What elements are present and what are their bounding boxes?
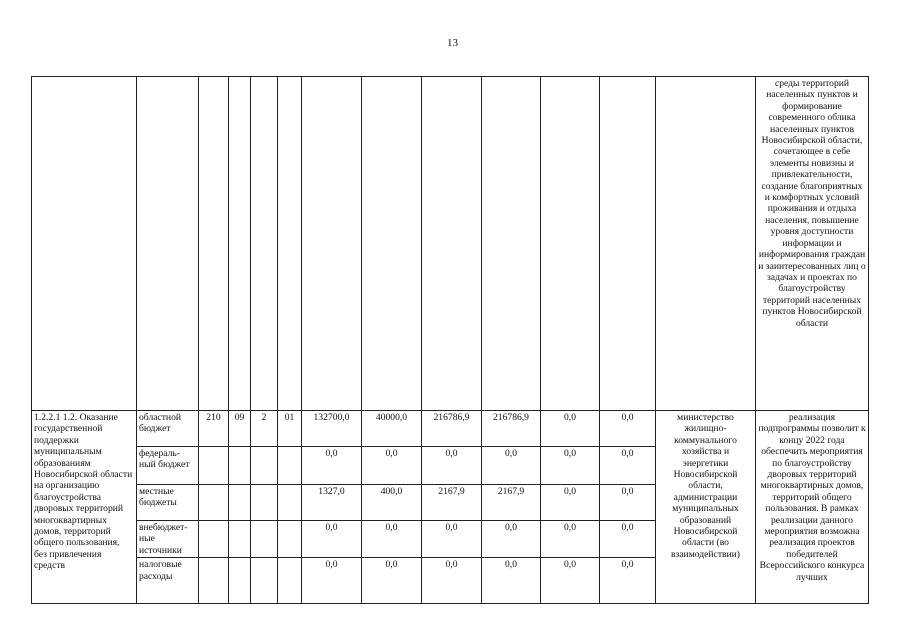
value-cell: 0,0 xyxy=(422,447,482,485)
continuation-row xyxy=(32,77,869,411)
empty-cell xyxy=(251,485,278,521)
empty-cell xyxy=(656,77,756,411)
value-cell: 0,0 xyxy=(541,447,600,485)
empty-cell xyxy=(229,521,251,558)
value-cell: 0,0 xyxy=(362,521,422,558)
value-cell: 0,0 xyxy=(362,558,422,604)
expected-result-cell: реализация подпрограммы позволит к концу 2022 года обеспечить мероприятия по благоустройству дворовых территорий многоквартирных домов, территорий общего пользования. В рамках реализации данного мероприятия возможна реализация проектов победителей Всероссийского конкурса лучших xyxy=(756,411,869,604)
empty-cell xyxy=(278,77,302,411)
value-cell: 0,0 xyxy=(422,521,482,558)
value-cell: 0,0 xyxy=(302,447,362,485)
value-cell: 0,0 xyxy=(600,485,656,521)
empty-cell xyxy=(229,558,251,604)
code-grbs-cell: 210 xyxy=(199,411,229,447)
table-row xyxy=(32,411,869,447)
empty-cell xyxy=(32,77,137,411)
value-cell: 0,0 xyxy=(302,558,362,604)
value-cell: 0,0 xyxy=(600,521,656,558)
value-cell: 0,0 xyxy=(482,447,541,485)
value-cell: 0,0 xyxy=(482,558,541,604)
empty-cell xyxy=(199,485,229,521)
value-cell: 2167,9 xyxy=(482,485,541,521)
empty-cell xyxy=(137,77,199,411)
code-om-cell: 01 xyxy=(278,411,302,447)
value-cell: 0,0 xyxy=(302,521,362,558)
value-cell: 400,0 xyxy=(362,485,422,521)
empty-cell xyxy=(278,558,302,604)
empty-cell xyxy=(278,447,302,485)
empty-cell xyxy=(199,558,229,604)
value-cell: 0,0 xyxy=(541,558,600,604)
empty-cell xyxy=(251,447,278,485)
value-cell: 0,0 xyxy=(422,558,482,604)
empty-cell xyxy=(251,521,278,558)
value-cell: 0,0 xyxy=(541,485,600,521)
value-cell: 0,0 xyxy=(600,411,656,447)
value-cell: 0,0 xyxy=(541,411,600,447)
value-cell: 0,0 xyxy=(541,521,600,558)
value-cell: 216786,9 xyxy=(422,411,482,447)
empty-cell xyxy=(482,77,541,411)
empty-cell xyxy=(229,485,251,521)
activity-name-cell: 1.2.2.1 1.2. Оказание государственной поддержки муниципальным образованиям Новосибирской области на организацию благоустройства дворовых территорий многоквартирных домов, территорий общего пользования, без привлечения средств xyxy=(32,411,137,604)
funding-source-cell: федераль-ный бюджет xyxy=(137,447,199,485)
empty-cell xyxy=(251,77,278,411)
code-gp-cell: 09 xyxy=(229,411,251,447)
empty-cell xyxy=(541,77,600,411)
expected-result-cell: среды территорий населенных пунктов и формирование современного облика населенных пунктов Новосибирской области, сочетающее в себе элементы новизны и привлекательности, создание благоприятных и комфортных условий проживания и отдыха населения, повышение уровня доступности информации и информирования граждан и заинтересованных лиц о задачах и проектах по благоустройству территорий населенных пунктов Новосибирской области xyxy=(756,77,869,411)
empty-cell xyxy=(199,447,229,485)
empty-cell xyxy=(278,485,302,521)
value-cell: 132700,0 xyxy=(302,411,362,447)
empty-cell xyxy=(422,77,482,411)
empty-cell xyxy=(251,558,278,604)
value-cell: 0,0 xyxy=(600,558,656,604)
empty-cell xyxy=(229,77,251,411)
empty-cell xyxy=(278,521,302,558)
funding-source-cell: местные бюджеты xyxy=(137,485,199,521)
value-cell: 40000,0 xyxy=(362,411,422,447)
page-number: 13 xyxy=(447,37,458,49)
value-cell: 0,0 xyxy=(482,521,541,558)
program-activities-table xyxy=(31,76,869,604)
empty-cell xyxy=(199,521,229,558)
empty-cell xyxy=(229,447,251,485)
value-cell: 0,0 xyxy=(600,447,656,485)
executor-cell: министерство жилищно-коммунального хозяйства и энергетики Новосибирской области, администрации муниципальных образований Новосибирской области (во взаимодействии) xyxy=(656,411,756,604)
value-cell: 216786,9 xyxy=(482,411,541,447)
funding-source-cell: налоговые расходы xyxy=(137,558,199,604)
funding-source-cell: областной бюджет xyxy=(137,411,199,447)
empty-cell xyxy=(302,77,362,411)
value-cell: 1327,0 xyxy=(302,485,362,521)
empty-cell xyxy=(199,77,229,411)
funding-source-cell: внебюджет-ные источники xyxy=(137,521,199,558)
value-cell: 2167,9 xyxy=(422,485,482,521)
empty-cell xyxy=(362,77,422,411)
value-cell: 0,0 xyxy=(362,447,422,485)
code-pp-cell: 2 xyxy=(251,411,278,447)
empty-cell xyxy=(600,77,656,411)
